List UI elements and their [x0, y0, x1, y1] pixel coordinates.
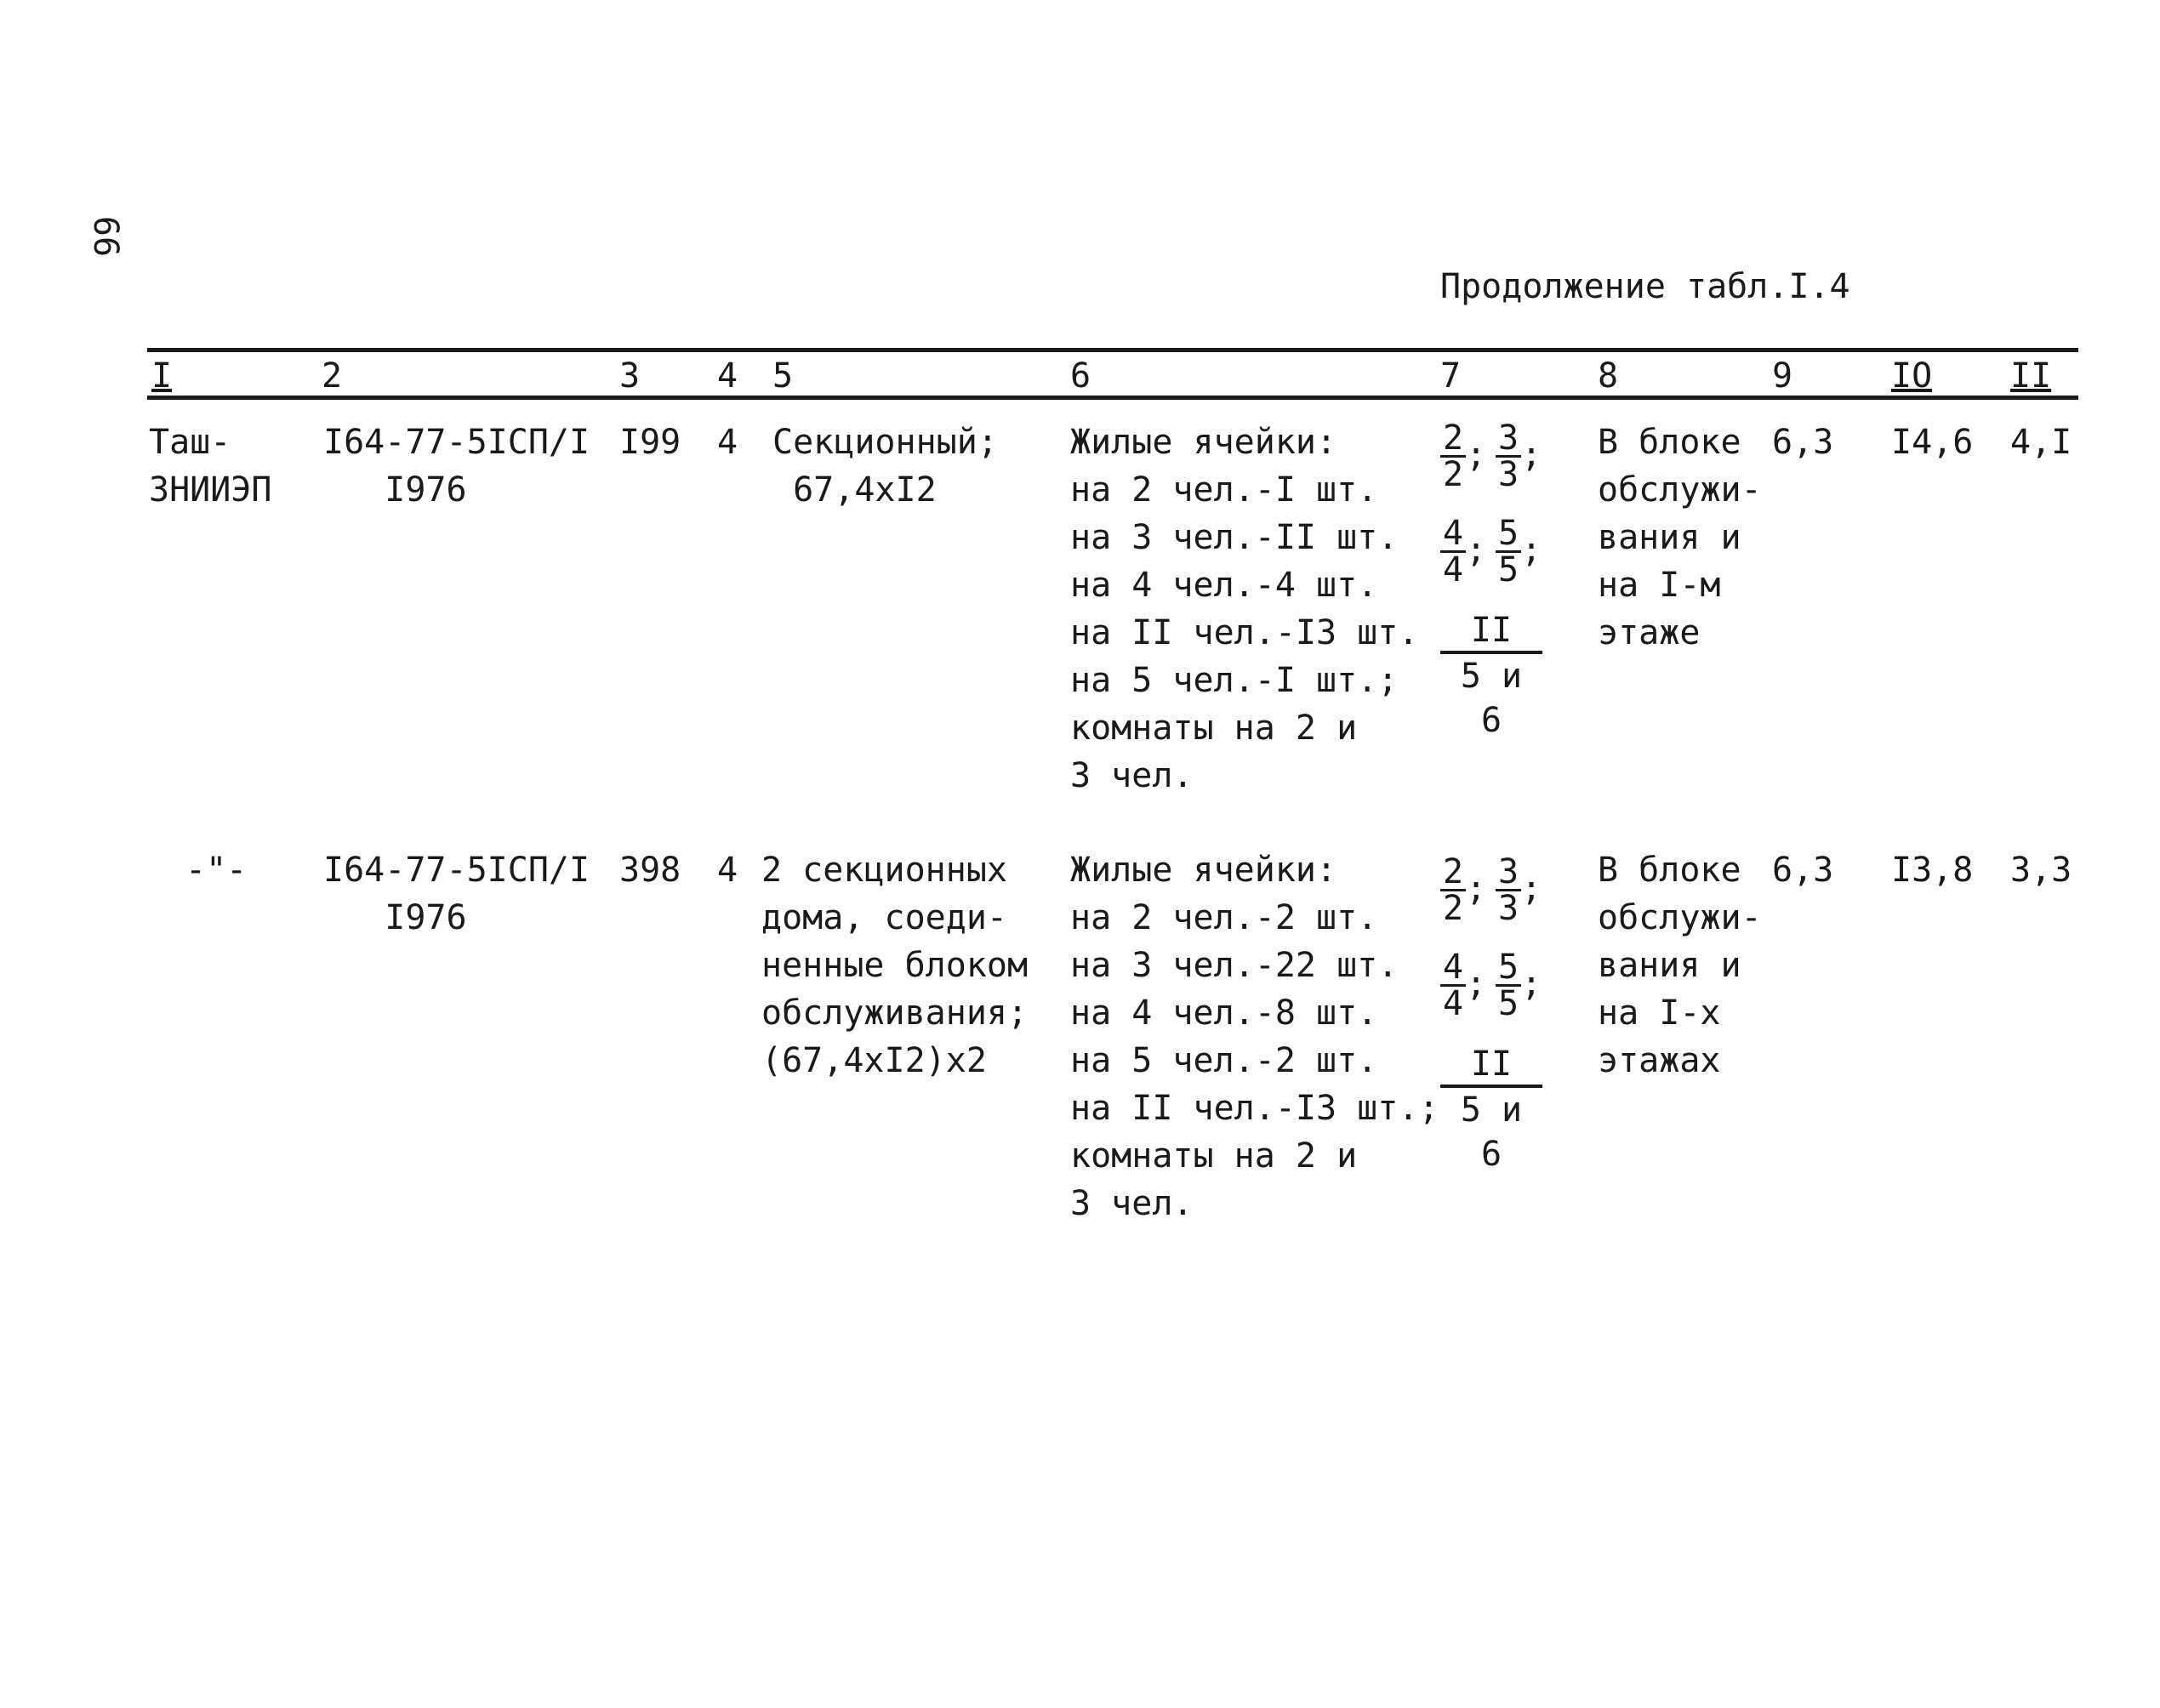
fraction-numerator: 3: [1496, 421, 1521, 458]
row1-col-4: 4: [717, 423, 738, 462]
fraction: [1440, 852, 1466, 928]
fraction-denominator: 5: [1497, 984, 1519, 1023]
fraction-numerator: 5: [1496, 950, 1521, 987]
header-col-11: II: [2010, 356, 2052, 396]
fraction: [1496, 516, 1521, 587]
row2-col-4: 4: [717, 851, 738, 890]
fraction: [1440, 418, 1466, 494]
fraction: [1496, 950, 1521, 1021]
fraction-denominator: 4: [1442, 984, 1464, 1023]
fraction-numerator: 2: [1440, 421, 1466, 458]
separator: ;: [1466, 436, 1487, 475]
row2-col-10: I3,8: [1891, 851, 1974, 890]
fraction-denominator: 5: [1497, 550, 1519, 589]
row1-location-note: В блоке обслужи- вания и на I-м этаже: [1598, 423, 1762, 652]
header-col-4: 4: [717, 356, 738, 396]
row1-organization: Таш- ЗНИИЭП: [149, 423, 272, 510]
fraction-numerator: 5: [1496, 516, 1521, 553]
row2-col-11: 3,3: [2010, 851, 2072, 890]
separator: ;: [1521, 531, 1542, 570]
separator: ;: [1521, 869, 1542, 908]
fraction-denominator: 2: [1442, 889, 1464, 928]
row2-project-number: I64-77-5IСП/I I976: [323, 851, 590, 937]
fraction-denominator: 3: [1497, 889, 1519, 928]
large-fraction: [1440, 1044, 1542, 1176]
fraction: [1440, 516, 1466, 587]
row1-col-3: I99: [619, 423, 681, 462]
separator: ;: [1466, 965, 1487, 1004]
fraction: [1496, 852, 1521, 928]
header-col-2: 2: [322, 356, 343, 396]
row1-col-11: 4,I: [2010, 423, 2072, 462]
fraction-numerator: II: [1440, 610, 1542, 654]
row1-building-type: Секционный; 67,4хI2: [772, 423, 998, 510]
row2-organization: -"-: [185, 851, 248, 890]
header-col-6: 6: [1070, 356, 1091, 396]
fraction-numerator: II: [1440, 1044, 1542, 1088]
fraction: [1440, 950, 1466, 1021]
header-col-3: 3: [619, 356, 641, 396]
row1-residential-cells: Жилые ячейки: на 2 чел.-I шт. на 3 чел.-II шт. на 4 чел.-4 шт. на II чел.-I3 шт. на 5 чел.-I шт.; комнаты на 2 и 3 чел.: [1070, 423, 1419, 795]
row2-building-type: 2 секционных дома, соеди- ненные блоком обслуживания; (67,4хI2)х2: [761, 851, 1029, 1080]
separator: ;: [1521, 965, 1542, 1004]
fraction-denominator: 5 и 6: [1460, 657, 1523, 740]
row2-col-3: 398: [619, 851, 681, 890]
table-caption: Продолжение табл.I.4: [1440, 267, 1850, 306]
row2-residential-cells: Жилые ячейки: на 2 чел.-2 шт. на 3 чел.-22 шт. на 4 чел.-8 шт. на 5 чел.-2 шт. на II чел.-I3 шт.; комнаты на 2 и 3 чел.: [1070, 851, 1439, 1223]
header-col-5: 5: [772, 356, 794, 396]
fraction: [1496, 418, 1521, 494]
fraction-denominator: 5 и 6: [1460, 1090, 1523, 1174]
row1-project-number: I64-77-5IСП/I I976: [323, 423, 590, 510]
fraction-denominator: 2: [1442, 455, 1464, 494]
large-fraction: [1440, 610, 1542, 743]
fraction-denominator: 4: [1442, 550, 1464, 589]
fraction-numerator: 4: [1440, 516, 1466, 553]
fraction-numerator: 2: [1440, 855, 1466, 891]
header-col-8: 8: [1598, 356, 1619, 396]
separator: ;: [1521, 436, 1542, 475]
row2-col-9: 6,3: [1772, 851, 1834, 890]
row1-col-9: 6,3: [1772, 423, 1834, 462]
row2-location-note: В блоке обслужи- вания и на I-х этажах: [1598, 851, 1762, 1080]
fraction-numerator: 3: [1496, 855, 1521, 891]
separator: ;: [1466, 531, 1487, 570]
header-col-9: 9: [1772, 356, 1793, 396]
separator: ;: [1466, 869, 1487, 908]
header-col-10: IO: [1891, 356, 1933, 396]
row1-col-10: I4,6: [1891, 423, 1974, 462]
header-col-1: I: [151, 356, 173, 396]
fraction-numerator: 4: [1440, 950, 1466, 987]
fraction-denominator: 3: [1497, 455, 1519, 494]
page-number: 66: [86, 215, 126, 258]
table-top-rule: [147, 348, 2078, 352]
header-col-7: 7: [1440, 356, 1462, 396]
